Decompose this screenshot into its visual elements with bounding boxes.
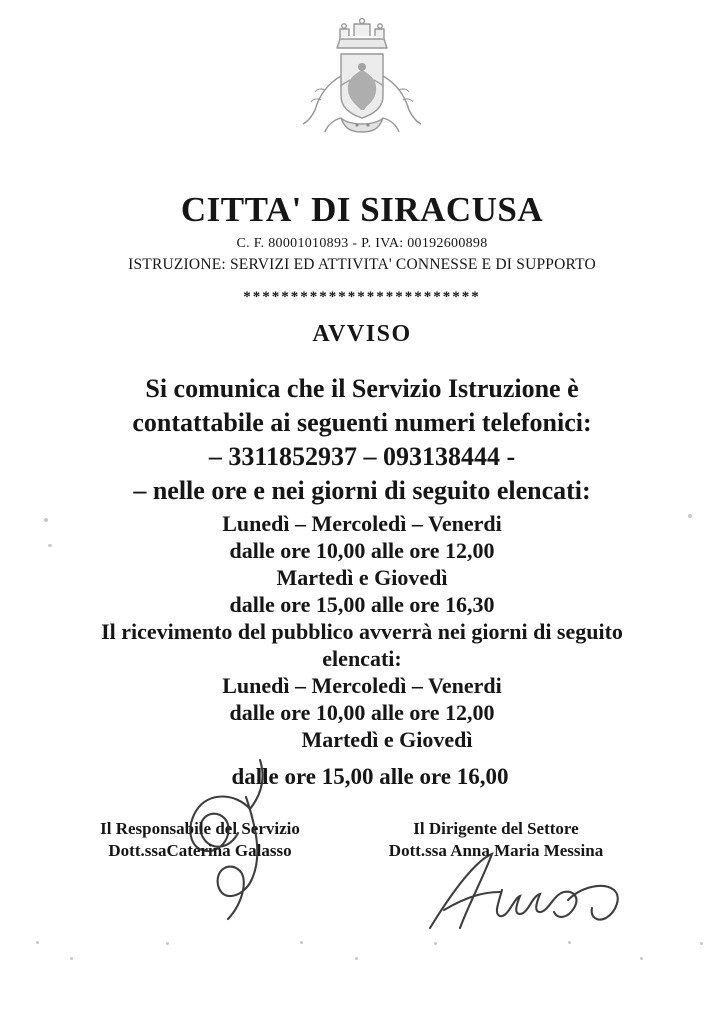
reception-intro: [0, 618, 724, 672]
fiscal-code-line: C. F. 80001010893 - P. IVA: 00192600898: [236, 236, 488, 251]
scan-speck: [166, 942, 169, 945]
reception-schedule: [0, 672, 724, 790]
signer-name: Dott.ssa Anna Maria Messina: [388, 841, 604, 860]
reception-intro-line: Il ricevimento del pubblico avverrà nei giorni di seguito: [101, 619, 623, 644]
scan-speck: [568, 941, 571, 944]
scan-speck: [48, 544, 52, 547]
scan-speck: [44, 518, 48, 522]
reception-intro-line: elencati:: [322, 646, 402, 671]
schedule-line: Martedì e Giovedì: [276, 565, 448, 590]
phone-schedule: [0, 510, 724, 618]
schedule-line: Lunedì – Mercoledì – Venerdi: [222, 511, 502, 536]
scan-speck: [688, 514, 692, 518]
asterisk-separator: *************************: [243, 289, 481, 305]
signer-role: Il Responsabile del Servizio: [100, 819, 300, 838]
scan-speck: [70, 957, 73, 960]
scan-speck: [434, 942, 437, 945]
schedule-line: dalle ore 15,00 alle ore 16,30: [229, 592, 495, 617]
scan-speck: [700, 942, 703, 945]
page-title: CITTA' DI SIRACUSA: [180, 190, 544, 229]
intro-paragraph: [0, 372, 724, 508]
signer-name: Dott.ssaCaterina Galasso: [108, 841, 292, 860]
signature-left: [84, 818, 316, 862]
schedule-line: dalle ore 10,00 alle ore 12,00: [229, 538, 495, 563]
schedule-line: Lunedì – Mercoledì – Venerdi: [222, 673, 502, 698]
notice-heading: AVVISO: [312, 321, 412, 347]
intro-line: – nelle ore e nei giorni di seguito elencati:: [133, 476, 591, 505]
schedule-line: dalle ore 10,00 alle ore 12,00: [229, 700, 495, 725]
department-line: ISTRUZIONE: SERVIZI ED ATTIVITA' CONNESSE E DI SUPPORTO: [128, 256, 596, 273]
intro-line: – 3311852937 – 093138444 -: [208, 442, 516, 471]
schedule-line: Martedì e Giovedì: [301, 727, 473, 752]
scan-speck: [640, 957, 643, 960]
signer-role: Il Dirigente del Settore: [413, 819, 579, 838]
schedule-line: dalle ore 15,00 alle ore 16,00: [231, 764, 509, 789]
scan-speck: [355, 957, 358, 960]
intro-line: contattabile ai seguenti numeri telefonici:: [132, 408, 592, 437]
siracusa-coat-of-arms-icon: [277, 14, 447, 136]
scan-speck: [36, 941, 39, 944]
signature-block: [0, 818, 724, 862]
intro-line: Si comunica che il Servizio Istruzione è: [145, 374, 579, 403]
scan-speck: [300, 941, 303, 944]
signature-right: [372, 818, 620, 862]
